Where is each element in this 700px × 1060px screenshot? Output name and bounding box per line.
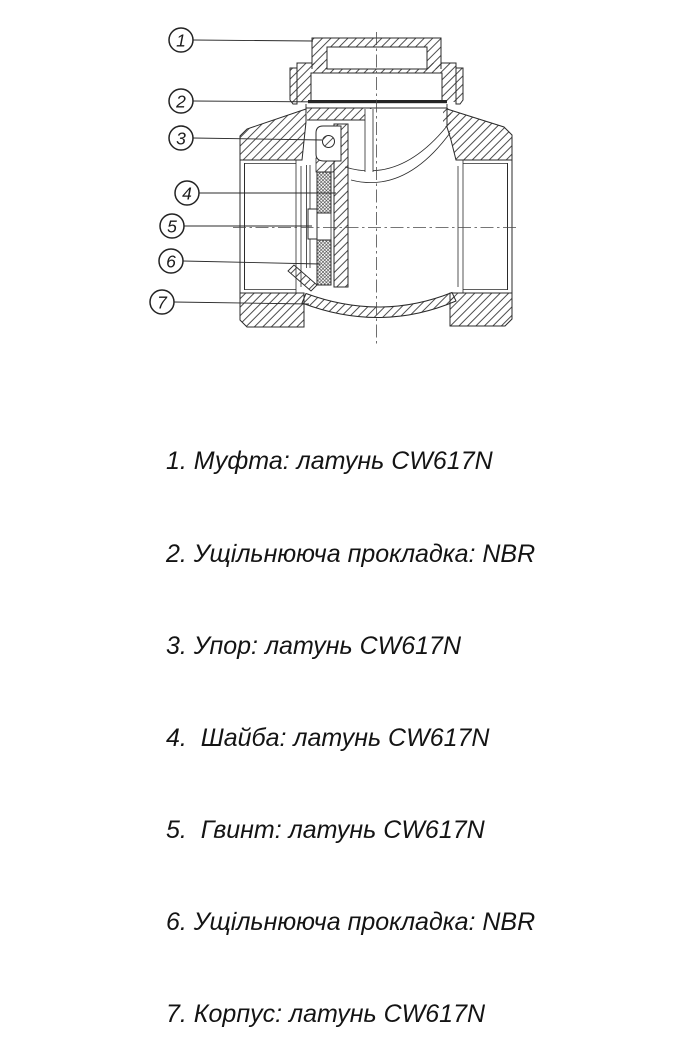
legend-item-3: 3. Упор: латунь CW617N xyxy=(166,631,461,660)
seal-gasket-part-6 xyxy=(317,240,331,285)
legend-item-1: 1. Муфта: латунь CW617N xyxy=(166,447,493,476)
callout-1 xyxy=(169,28,193,52)
callout-4-number: 4 xyxy=(182,183,192,204)
body-part-7 xyxy=(240,104,512,327)
callout-7 xyxy=(150,290,174,314)
parts-legend xyxy=(166,385,596,1060)
screw-part-5 xyxy=(308,209,317,239)
washer-part-4 xyxy=(317,172,331,213)
callout-3-number: 3 xyxy=(176,128,186,149)
callout-5-number: 5 xyxy=(167,216,177,237)
callout-6 xyxy=(159,249,183,273)
callout-1-number: 1 xyxy=(176,30,186,51)
legend-item-6: 6. Ущільнююча прокладка: NBR xyxy=(166,907,536,936)
legend-item-7: 7. Корпус: латунь CW617N xyxy=(166,999,486,1028)
legend-item-2: 2. Ущільнююча прокладка: NBR xyxy=(166,539,536,568)
disc-assembly xyxy=(308,109,373,287)
legend-item-5: 5. Гвинт: латунь CW617N xyxy=(166,815,485,844)
callout-2 xyxy=(169,89,193,113)
callout-badges xyxy=(150,28,199,314)
callout-6-number: 6 xyxy=(166,251,176,272)
callout-2-number: 2 xyxy=(176,91,186,112)
callout-4 xyxy=(175,181,199,205)
callout-7-number: 7 xyxy=(157,292,167,313)
legend-item-4: 4. Шайба: латунь CW617N xyxy=(166,723,490,752)
stop-screw-part-3 xyxy=(323,136,335,148)
callout-3 xyxy=(169,126,193,150)
callout-5 xyxy=(160,214,184,238)
